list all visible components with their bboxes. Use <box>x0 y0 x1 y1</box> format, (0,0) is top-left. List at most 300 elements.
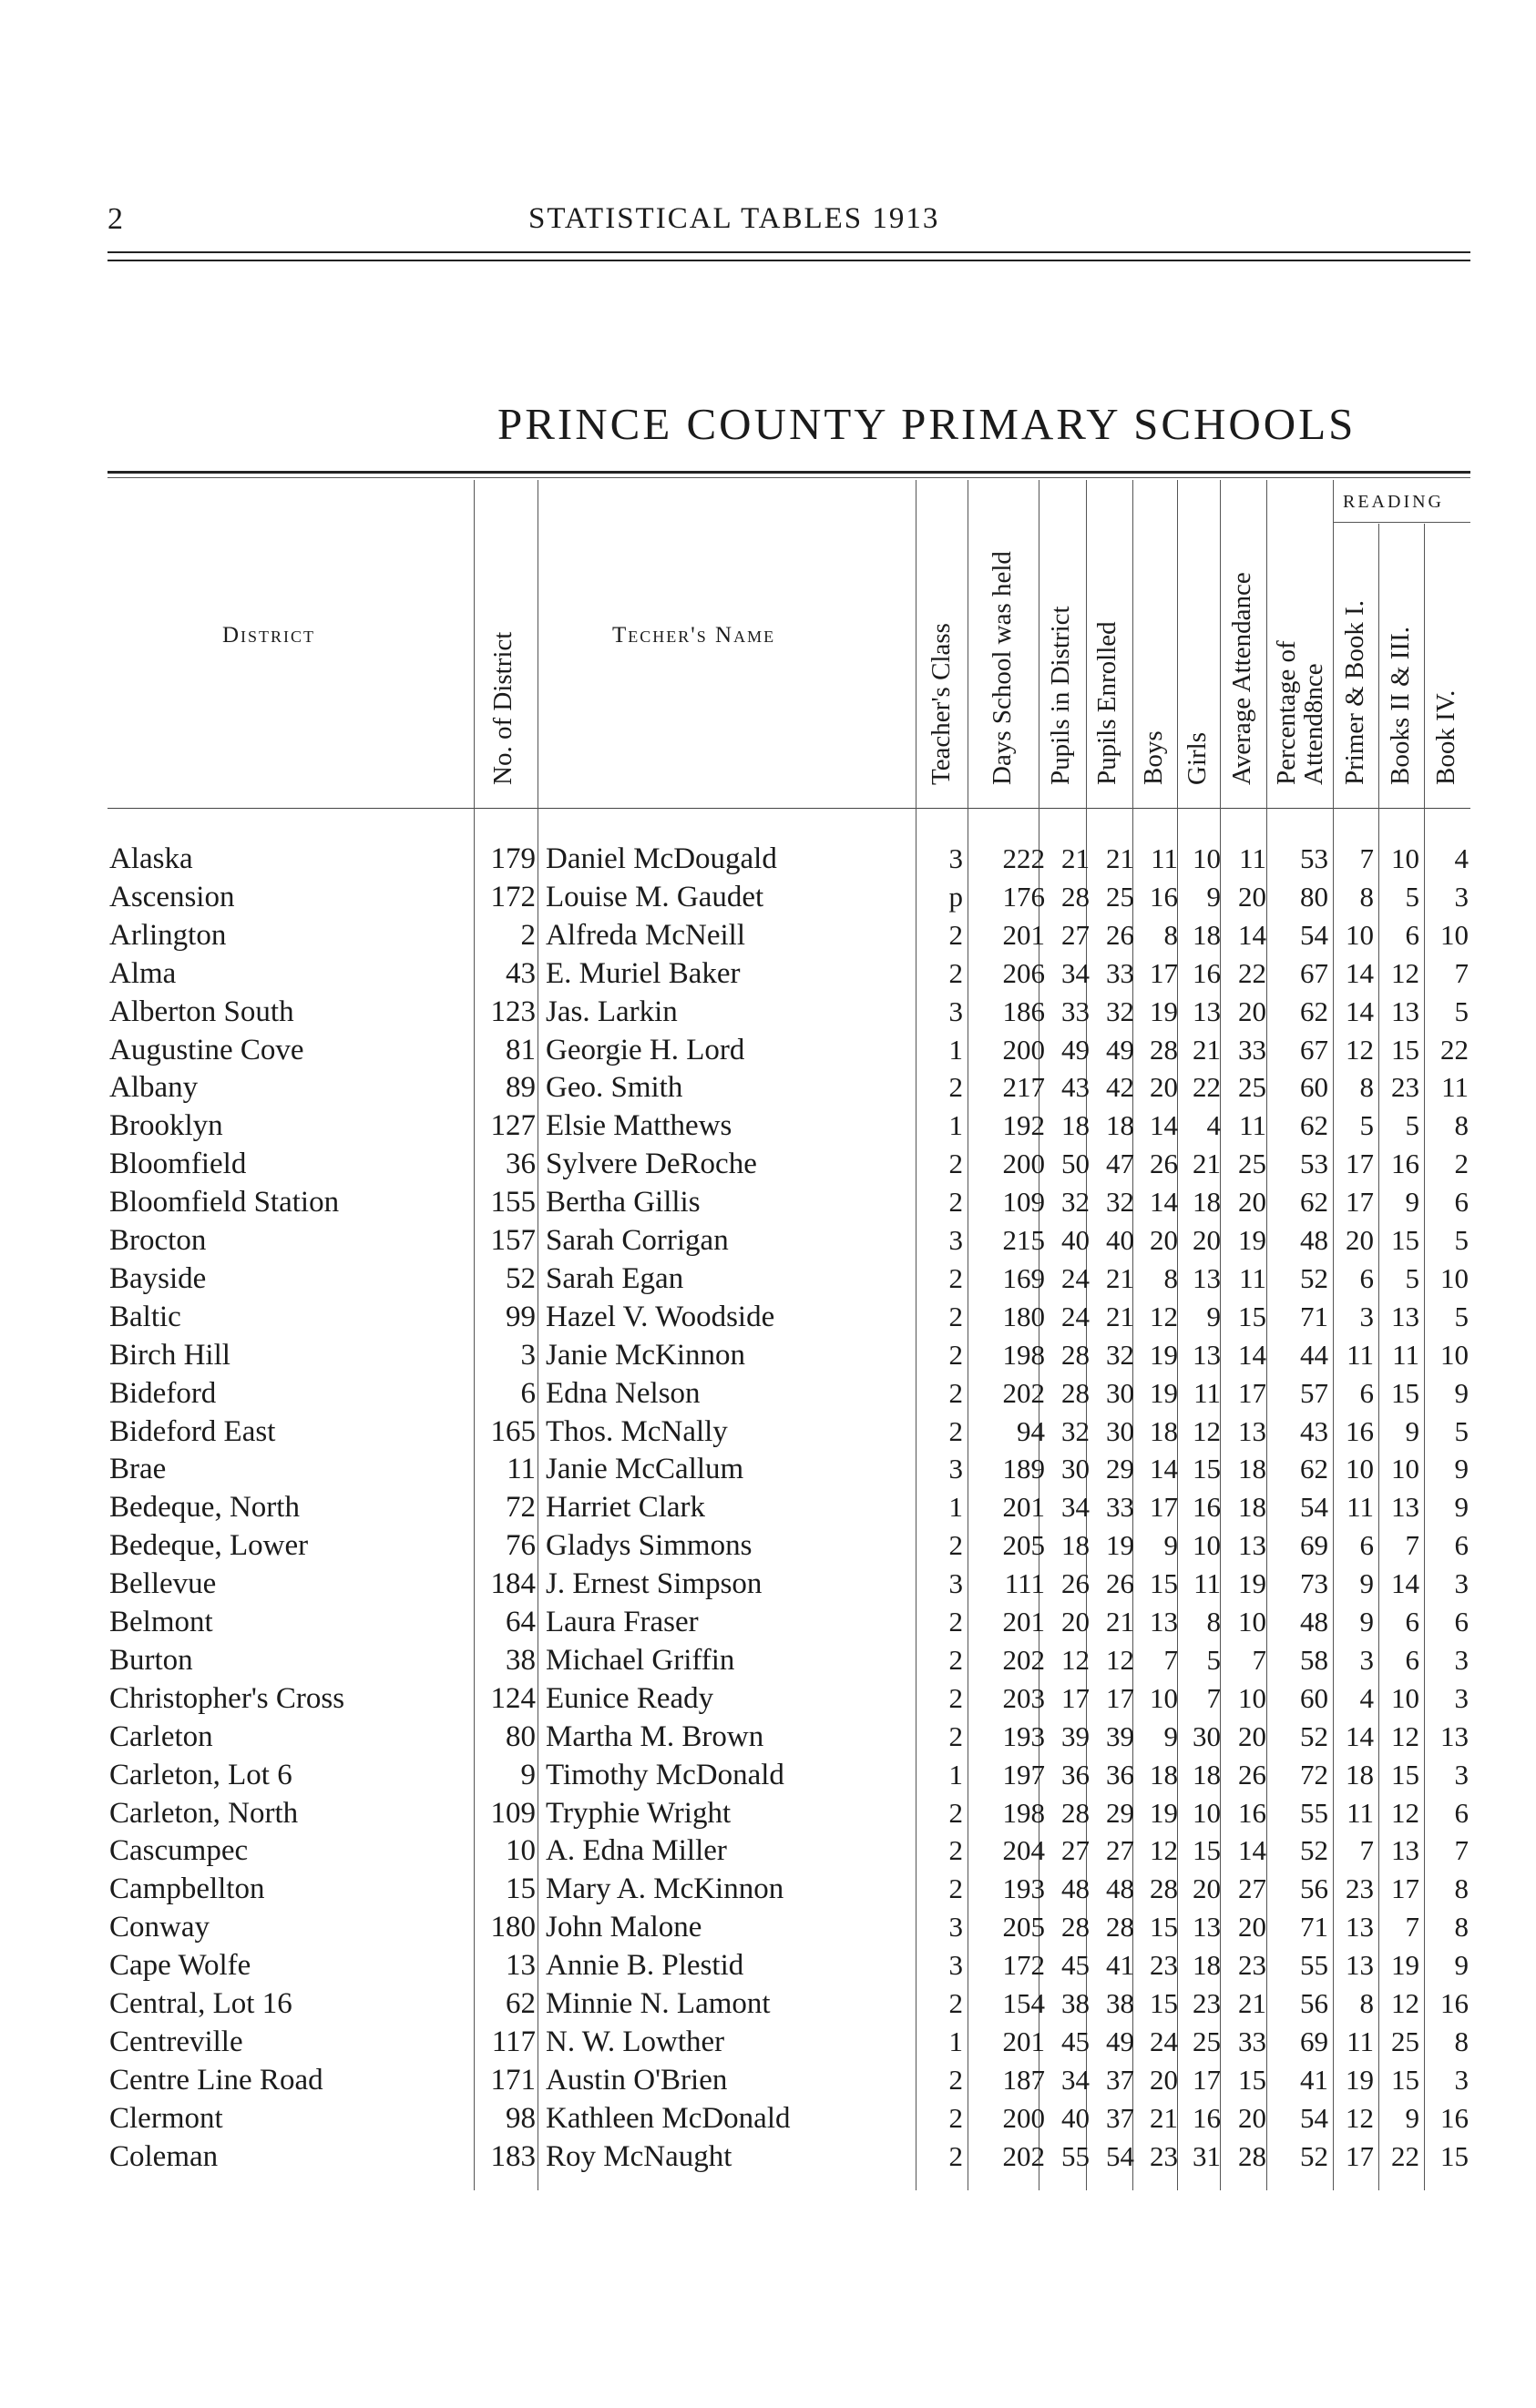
book-4-cell: 10 <box>1440 1338 1469 1371</box>
primer-book1-cell: 17 <box>1346 1186 1374 1219</box>
district-cell: Bideford <box>109 1376 217 1410</box>
pupils-in-district-cell: 30 <box>1061 1453 1090 1485</box>
header-girls: Girls <box>1183 732 1212 785</box>
pupils-in-district-cell: 28 <box>1061 1796 1090 1829</box>
district-cell: Bellevue <box>109 1567 217 1601</box>
boys-cell: 28 <box>1150 1033 1178 1066</box>
books-2-3-cell: 16 <box>1391 1148 1419 1180</box>
teacher-name-cell: Timothy McDonald <box>546 1758 784 1791</box>
girls-cell: 20 <box>1193 1872 1221 1905</box>
header-primer-book1: Primer & Book I. <box>1340 600 1369 785</box>
table-row <box>0 1488 1536 1526</box>
table-row <box>0 1260 1536 1298</box>
book-4-cell: 8 <box>1454 1109 1469 1142</box>
district-number-cell: 171 <box>490 2063 536 2097</box>
teacher-class-cell: 1 <box>948 2025 963 2057</box>
teacher-class-cell: 2 <box>948 1338 963 1371</box>
teacher-class-cell: 2 <box>948 1071 963 1104</box>
book-4-cell: 15 <box>1440 2139 1469 2172</box>
girls-cell: 16 <box>1193 2101 1221 2134</box>
header-no-of-district: No. of District <box>488 631 517 785</box>
primer-book1-cell: 9 <box>1359 1567 1374 1600</box>
percentage-cell: 55 <box>1300 1796 1328 1829</box>
primer-book1-cell: 6 <box>1359 1261 1374 1294</box>
teacher-class-cell: 3 <box>948 1949 963 1982</box>
district-number-cell: 38 <box>506 1643 536 1677</box>
boys-cell: 13 <box>1150 1606 1178 1638</box>
books-2-3-cell: 5 <box>1405 1109 1419 1142</box>
boys-cell: 12 <box>1150 1834 1178 1867</box>
boys-cell: 9 <box>1163 1529 1178 1562</box>
table-row <box>0 1374 1536 1413</box>
header-books-2-3: Books II & III. <box>1386 627 1415 785</box>
district-cell: Bloomfield Station <box>109 1186 340 1219</box>
average-attendance-cell: 17 <box>1238 1376 1266 1409</box>
days-held-cell: 172 <box>1002 1949 1045 1982</box>
average-attendance-cell: 25 <box>1238 1148 1266 1180</box>
pupils-in-district-cell: 24 <box>1061 1261 1090 1294</box>
district-number-cell: 157 <box>490 1224 536 1257</box>
average-attendance-cell: 18 <box>1238 1453 1266 1485</box>
teacher-class-cell: 2 <box>948 918 963 951</box>
girls-cell: 10 <box>1193 1529 1221 1562</box>
girls-cell: 13 <box>1193 995 1221 1027</box>
pupils-enrolled-cell: 33 <box>1106 1491 1134 1524</box>
days-held-cell: 201 <box>1002 1491 1045 1524</box>
pupils-enrolled-cell: 21 <box>1106 1606 1134 1638</box>
book-4-cell: 9 <box>1454 1949 1469 1982</box>
girls-cell: 16 <box>1193 956 1221 989</box>
district-cell: Brae <box>109 1453 167 1486</box>
table-row <box>0 840 1536 878</box>
district-number-cell: 98 <box>506 2101 536 2135</box>
teacher-name-cell: Annie B. Plestid <box>546 1949 744 1983</box>
percentage-cell: 62 <box>1300 1109 1328 1142</box>
pupils-enrolled-cell: 32 <box>1106 1186 1134 1219</box>
teacher-name-cell: Daniel McDougald <box>546 842 777 875</box>
table-row <box>0 1946 1536 1985</box>
district-cell: Campbellton <box>109 1872 265 1906</box>
primer-book1-cell: 11 <box>1347 1796 1374 1829</box>
days-held-cell: 180 <box>1002 1300 1045 1332</box>
pupils-enrolled-cell: 32 <box>1106 1338 1134 1371</box>
pupils-enrolled-cell: 12 <box>1106 1643 1134 1676</box>
pupils-enrolled-cell: 48 <box>1106 1872 1134 1905</box>
boys-cell: 24 <box>1150 2025 1178 2057</box>
books-2-3-cell: 6 <box>1405 1606 1419 1638</box>
pupils-in-district-cell: 49 <box>1061 1033 1090 1066</box>
district-cell: Carleton, Lot 6 <box>109 1758 292 1791</box>
book-4-cell: 3 <box>1454 2063 1469 2096</box>
book-4-cell: 8 <box>1454 1911 1469 1944</box>
primer-book1-cell: 8 <box>1359 1071 1374 1104</box>
teacher-name-cell: Janie McCallum <box>546 1453 744 1486</box>
days-held-cell: 176 <box>1002 880 1045 913</box>
teacher-name-cell: Michael Griffin <box>546 1643 735 1677</box>
teacher-name-cell: Thos. McNally <box>546 1414 728 1448</box>
district-cell: Albany <box>109 1071 199 1105</box>
pupils-enrolled-cell: 32 <box>1106 995 1134 1027</box>
pupils-enrolled-cell: 27 <box>1106 1834 1134 1867</box>
average-attendance-cell: 20 <box>1238 1911 1266 1944</box>
days-held-cell: 198 <box>1002 1338 1045 1371</box>
days-held-cell: 202 <box>1002 1376 1045 1409</box>
district-cell: Baltic <box>109 1300 181 1333</box>
page-number: 2 <box>108 202 123 236</box>
table-row <box>0 1336 1536 1374</box>
header-teacher-class: Teacher's Class <box>927 623 956 785</box>
days-held-cell: 200 <box>1002 1148 1045 1180</box>
percentage-cell: 54 <box>1300 918 1328 951</box>
percentage-cell: 69 <box>1300 2025 1328 2057</box>
table-top-rule-thin <box>108 477 1470 478</box>
average-attendance-cell: 14 <box>1238 918 1266 951</box>
book-4-cell: 3 <box>1454 1567 1469 1600</box>
books-2-3-cell: 19 <box>1391 1949 1419 1982</box>
girls-cell: 8 <box>1206 1606 1221 1638</box>
teacher-class-cell: 3 <box>948 1911 963 1944</box>
average-attendance-cell: 10 <box>1238 1681 1266 1714</box>
teacher-class-cell: 1 <box>948 1491 963 1524</box>
book-4-cell: 9 <box>1454 1491 1469 1524</box>
teacher-name-cell: Mary A. McKinnon <box>546 1872 784 1906</box>
books-2-3-cell: 15 <box>1391 2063 1419 2096</box>
table-row <box>0 1145 1536 1183</box>
girls-cell: 13 <box>1193 1338 1221 1371</box>
table-row <box>0 1756 1536 1794</box>
table-row <box>0 1221 1536 1260</box>
district-number-cell: 109 <box>490 1796 536 1830</box>
book-4-cell: 6 <box>1454 1186 1469 1219</box>
average-attendance-cell: 28 <box>1238 2139 1266 2172</box>
district-number-cell: 76 <box>506 1529 536 1563</box>
percentage-cell: 80 <box>1300 880 1328 913</box>
header-reading: READING <box>1343 492 1444 512</box>
books-2-3-cell: 14 <box>1391 1567 1419 1600</box>
district-number-cell: 117 <box>491 2025 536 2058</box>
books-2-3-cell: 25 <box>1391 2025 1419 2057</box>
girls-cell: 5 <box>1206 1643 1221 1676</box>
book-4-cell: 5 <box>1454 1300 1469 1332</box>
books-2-3-cell: 5 <box>1405 1261 1419 1294</box>
book-4-cell: 22 <box>1440 1033 1469 1066</box>
teacher-name-cell: Elsie Matthews <box>546 1109 732 1143</box>
pupils-in-district-cell: 32 <box>1061 1186 1090 1219</box>
teacher-name-cell: John Malone <box>546 1911 702 1944</box>
table-row <box>0 993 1536 1031</box>
pupils-in-district-cell: 39 <box>1061 1719 1090 1752</box>
average-attendance-cell: 26 <box>1238 1758 1266 1791</box>
boys-cell: 18 <box>1150 1414 1178 1447</box>
boys-cell: 7 <box>1163 1643 1178 1676</box>
pupils-in-district-cell: 55 <box>1061 2139 1090 2172</box>
pupils-in-district-cell: 26 <box>1061 1567 1090 1600</box>
pupils-enrolled-cell: 49 <box>1106 2025 1134 2057</box>
percentage-cell: 52 <box>1300 2139 1328 2172</box>
header-pupils-in-district: Pupils in District <box>1046 606 1075 785</box>
teacher-name-cell: Hazel V. Woodside <box>546 1300 775 1333</box>
average-attendance-cell: 19 <box>1238 1567 1266 1600</box>
pupils-enrolled-cell: 54 <box>1106 2139 1134 2172</box>
boys-cell: 14 <box>1150 1453 1178 1485</box>
book-4-cell: 7 <box>1454 1834 1469 1867</box>
boys-cell: 14 <box>1150 1109 1178 1142</box>
book-4-cell: 3 <box>1454 880 1469 913</box>
days-held-cell: 154 <box>1002 1987 1045 2019</box>
average-attendance-cell: 27 <box>1238 1872 1266 1905</box>
district-number-cell: 179 <box>490 842 536 875</box>
table-row <box>0 1794 1536 1832</box>
district-cell: Bedeque, North <box>109 1491 300 1525</box>
teacher-name-cell: Tryphie Wright <box>546 1796 732 1830</box>
girls-cell: 21 <box>1193 1148 1221 1180</box>
book-4-cell: 8 <box>1454 1872 1469 1905</box>
teacher-class-cell: 2 <box>948 2063 963 2096</box>
pupils-in-district-cell: 34 <box>1061 2063 1090 2096</box>
teacher-class-cell: 1 <box>948 1033 963 1066</box>
teacher-name-cell: Gladys Simmons <box>546 1529 753 1563</box>
days-held-cell: 200 <box>1002 2101 1045 2134</box>
average-attendance-cell: 20 <box>1238 1719 1266 1752</box>
books-2-3-cell: 15 <box>1391 1224 1419 1256</box>
pupils-enrolled-cell: 19 <box>1106 1529 1134 1562</box>
days-held-cell: 201 <box>1002 2025 1045 2057</box>
books-2-3-cell: 13 <box>1391 1491 1419 1524</box>
teacher-name-cell: E. Muriel Baker <box>546 956 741 990</box>
pupils-enrolled-cell: 36 <box>1106 1758 1134 1791</box>
primer-book1-cell: 6 <box>1359 1529 1374 1562</box>
district-number-cell: 52 <box>506 1261 536 1295</box>
girls-cell: 18 <box>1193 918 1221 951</box>
percentage-cell: 44 <box>1300 1338 1328 1371</box>
boys-cell: 23 <box>1150 2139 1178 2172</box>
girls-cell: 31 <box>1193 2139 1221 2172</box>
table-row <box>0 1870 1536 1908</box>
books-2-3-cell: 13 <box>1391 1834 1419 1867</box>
head-rule-double <box>108 260 1470 261</box>
pupils-enrolled-cell: 38 <box>1106 1987 1134 2019</box>
pupils-in-district-cell: 27 <box>1061 918 1090 951</box>
average-attendance-cell: 15 <box>1238 2063 1266 2096</box>
books-2-3-cell: 13 <box>1391 1300 1419 1332</box>
average-attendance-cell: 20 <box>1238 995 1266 1027</box>
table-row <box>0 2023 1536 2061</box>
books-2-3-cell: 12 <box>1391 956 1419 989</box>
boys-cell: 15 <box>1150 1911 1178 1944</box>
pupils-enrolled-cell: 42 <box>1106 1071 1134 1104</box>
girls-cell: 18 <box>1193 1758 1221 1791</box>
table-row <box>0 1526 1536 1565</box>
books-2-3-cell: 13 <box>1391 995 1419 1027</box>
teacher-class-cell: p <box>948 880 963 913</box>
books-2-3-cell: 7 <box>1405 1529 1419 1562</box>
district-number-cell: 62 <box>506 1987 536 2020</box>
average-attendance-cell: 20 <box>1238 1186 1266 1219</box>
days-held-cell: 217 <box>1002 1071 1045 1104</box>
teacher-name-cell: A. Edna Miller <box>546 1834 727 1868</box>
district-number-cell: 89 <box>506 1071 536 1105</box>
table-row <box>0 2138 1536 2176</box>
girls-cell: 10 <box>1193 842 1221 874</box>
teacher-name-cell: J. Ernest Simpson <box>546 1567 763 1601</box>
table-row <box>0 1603 1536 1641</box>
boys-cell: 20 <box>1150 1071 1178 1104</box>
district-number-cell: 11 <box>507 1453 536 1486</box>
percentage-cell: 55 <box>1300 1949 1328 1982</box>
days-held-cell: 111 <box>1004 1567 1045 1600</box>
teacher-class-cell: 2 <box>948 956 963 989</box>
boys-cell: 17 <box>1150 956 1178 989</box>
girls-cell: 13 <box>1193 1911 1221 1944</box>
percentage-cell: 52 <box>1300 1834 1328 1867</box>
percentage-cell: 62 <box>1300 1186 1328 1219</box>
pupils-in-district-cell: 28 <box>1061 1376 1090 1409</box>
primer-book1-cell: 9 <box>1359 1606 1374 1638</box>
primer-book1-cell: 14 <box>1346 1719 1374 1752</box>
teacher-name-cell: Austin O'Brien <box>546 2063 728 2097</box>
girls-cell: 30 <box>1193 1719 1221 1752</box>
pupils-in-district-cell: 33 <box>1061 995 1090 1027</box>
average-attendance-cell: 11 <box>1239 1261 1266 1294</box>
pupils-in-district-cell: 45 <box>1061 1949 1090 1982</box>
head-rule <box>108 251 1470 253</box>
percentage-cell: 72 <box>1300 1758 1328 1791</box>
average-attendance-cell: 21 <box>1238 1987 1266 2019</box>
district-number-cell: 165 <box>490 1414 536 1448</box>
table-row <box>0 1107 1536 1145</box>
book-4-cell: 16 <box>1440 1987 1469 2019</box>
primer-book1-cell: 5 <box>1359 1109 1374 1142</box>
table-row <box>0 1679 1536 1718</box>
percentage-cell: 56 <box>1300 1872 1328 1905</box>
pupils-enrolled-cell: 37 <box>1106 2063 1134 2096</box>
primer-book1-cell: 23 <box>1346 1872 1374 1905</box>
primer-book1-cell: 10 <box>1346 1453 1374 1485</box>
books-2-3-cell: 22 <box>1391 2139 1419 2172</box>
teacher-name-cell: Minnie N. Lamont <box>546 1987 771 2020</box>
book-4-cell: 6 <box>1454 1796 1469 1829</box>
percentage-cell: 58 <box>1300 1643 1328 1676</box>
percentage-cell: 41 <box>1300 2063 1328 2096</box>
teacher-class-cell: 2 <box>948 2101 963 2134</box>
district-number-cell: 124 <box>490 1681 536 1715</box>
pupils-enrolled-cell: 39 <box>1106 1719 1134 1752</box>
teacher-name-cell: Janie McKinnon <box>546 1338 746 1372</box>
percentage-cell: 43 <box>1300 1414 1328 1447</box>
teacher-name-cell: Jas. Larkin <box>546 995 678 1028</box>
pupils-in-district-cell: 43 <box>1061 1071 1090 1104</box>
district-cell: Cape Wolfe <box>109 1949 251 1983</box>
primer-book1-cell: 4 <box>1359 1681 1374 1714</box>
primer-book1-cell: 14 <box>1346 995 1374 1027</box>
teacher-class-cell: 2 <box>948 1261 963 1294</box>
book-4-cell: 16 <box>1440 2101 1469 2134</box>
district-number-cell: 10 <box>506 1834 536 1868</box>
average-attendance-cell: 15 <box>1238 1300 1266 1332</box>
books-2-3-cell: 15 <box>1391 1758 1419 1791</box>
percentage-cell: 54 <box>1300 1491 1328 1524</box>
girls-cell: 17 <box>1193 2063 1221 2096</box>
days-held-cell: 204 <box>1002 1834 1045 1867</box>
pupils-in-district-cell: 20 <box>1061 1606 1090 1638</box>
days-held-cell: 200 <box>1002 1033 1045 1066</box>
district-number-cell: 9 <box>520 1758 536 1791</box>
books-2-3-cell: 5 <box>1405 880 1419 913</box>
percentage-cell: 54 <box>1300 2101 1328 2134</box>
girls-cell: 7 <box>1206 1681 1221 1714</box>
days-held-cell: 205 <box>1002 1911 1045 1944</box>
girls-cell: 4 <box>1206 1109 1221 1142</box>
pupils-in-district-cell: 40 <box>1061 1224 1090 1256</box>
primer-book1-cell: 13 <box>1346 1911 1374 1944</box>
boys-cell: 19 <box>1150 1796 1178 1829</box>
district-cell: Bloomfield <box>109 1148 247 1181</box>
teacher-class-cell: 2 <box>948 1414 963 1447</box>
running-head: STATISTICAL TABLES 1913 <box>528 202 940 235</box>
pupils-enrolled-cell: 17 <box>1106 1681 1134 1714</box>
average-attendance-cell: 11 <box>1239 842 1266 874</box>
girls-cell: 13 <box>1193 1261 1221 1294</box>
books-2-3-cell: 12 <box>1391 1796 1419 1829</box>
district-cell: Ascension <box>109 880 235 913</box>
district-cell: Carleton <box>109 1719 213 1753</box>
teacher-class-cell: 1 <box>948 1109 963 1142</box>
books-2-3-cell: 12 <box>1391 1987 1419 2019</box>
district-cell: Alma <box>109 956 177 990</box>
teacher-class-cell: 2 <box>948 1872 963 1905</box>
girls-cell: 10 <box>1193 1796 1221 1829</box>
boys-cell: 17 <box>1150 1491 1178 1524</box>
boys-cell: 15 <box>1150 1987 1178 2019</box>
teacher-name-cell: Kathleen McDonald <box>546 2101 791 2135</box>
books-2-3-cell: 10 <box>1391 1681 1419 1714</box>
district-number-cell: 80 <box>506 1719 536 1753</box>
pupils-enrolled-cell: 26 <box>1106 1567 1134 1600</box>
percentage-cell: 48 <box>1300 1606 1328 1638</box>
district-number-cell: 172 <box>490 880 536 913</box>
teacher-name-cell: Eunice Ready <box>546 1681 714 1715</box>
pupils-enrolled-cell: 47 <box>1106 1148 1134 1180</box>
primer-book1-cell: 10 <box>1346 918 1374 951</box>
girls-cell: 21 <box>1193 1033 1221 1066</box>
table-row <box>0 1183 1536 1221</box>
books-2-3-cell: 9 <box>1405 1186 1419 1219</box>
girls-cell: 23 <box>1193 1987 1221 2019</box>
district-cell: Clermont <box>109 2101 223 2135</box>
teacher-class-cell: 3 <box>948 1224 963 1256</box>
table-top-rule <box>108 471 1470 474</box>
district-cell: Bayside <box>109 1261 207 1295</box>
days-held-cell: 206 <box>1002 956 1045 989</box>
teacher-class-cell: 3 <box>948 842 963 874</box>
pupils-enrolled-cell: 25 <box>1106 880 1134 913</box>
teacher-class-cell: 2 <box>948 1606 963 1638</box>
teacher-name-cell: Geo. Smith <box>546 1071 683 1105</box>
books-2-3-cell: 15 <box>1391 1376 1419 1409</box>
books-2-3-cell: 12 <box>1391 1719 1419 1752</box>
boys-cell: 8 <box>1163 918 1178 951</box>
days-held-cell: 169 <box>1002 1261 1045 1294</box>
header-days-school-held: Days School was held <box>988 551 1017 785</box>
teacher-class-cell: 2 <box>948 1300 963 1332</box>
header-percentage-line1: Percentage of <box>1272 640 1301 785</box>
percentage-cell: 71 <box>1300 1300 1328 1332</box>
district-number-cell: 72 <box>506 1491 536 1525</box>
pupils-enrolled-cell: 33 <box>1106 956 1134 989</box>
books-2-3-cell: 10 <box>1391 1453 1419 1485</box>
book-4-cell: 6 <box>1454 1529 1469 1562</box>
teacher-name-cell: Bertha Gillis <box>546 1186 701 1219</box>
